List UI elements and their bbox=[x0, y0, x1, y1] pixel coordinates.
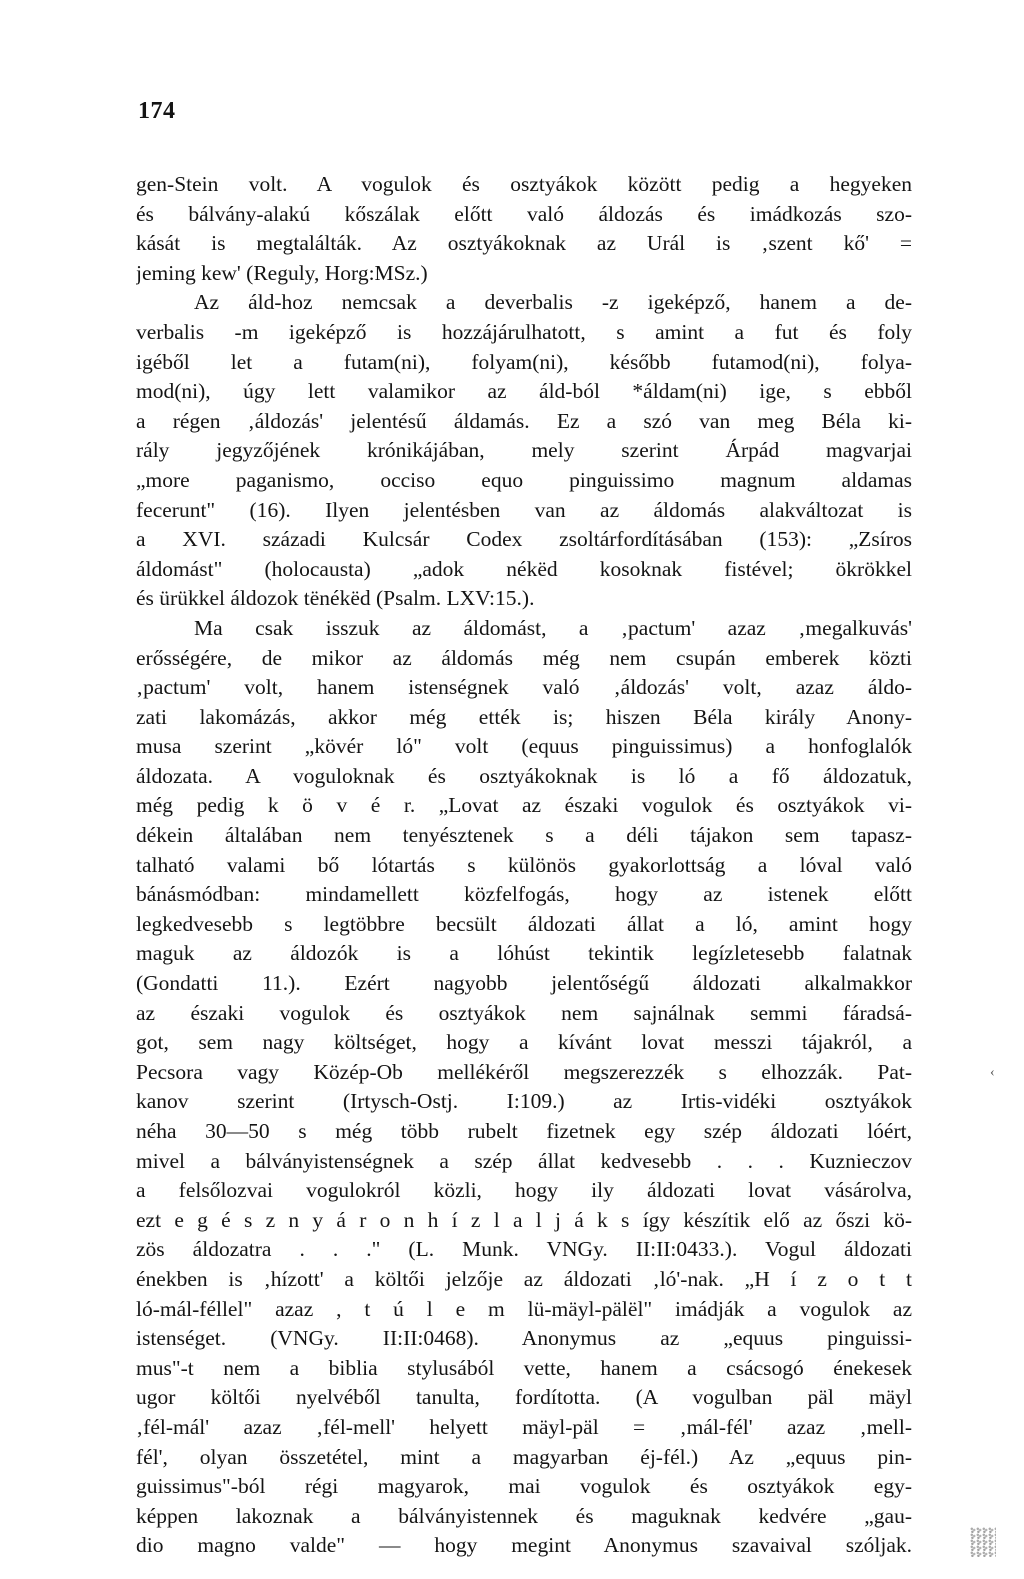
text-line: istenséget. (VNGy. II:II:0468). Anonymus az „equus pinguissi- bbox=[136, 1326, 912, 1351]
text-line: a felsőlozvai vogulokról közli, hogy ily áldozati lovat vásárolva, bbox=[136, 1178, 912, 1203]
text-line: gen-Stein volt. A vogulok és osztyákok között pedig a hegyeken bbox=[136, 172, 912, 196]
text-line: maguk az áldozók is a lóhúst tekintik legízletesebb falatnak bbox=[136, 941, 912, 966]
text-line: énekben is ‚hízott' a költői jelzője az áldozati ‚ló'-nak. „H í z o t t bbox=[136, 1266, 912, 1291]
text-line: képpen lakoznak a bálványistennek és maguknak kedvére „gau- bbox=[136, 1503, 912, 1528]
text-line: igéből let a futam(ni), folyam(ni), később futamod(ni), folya- bbox=[136, 349, 912, 374]
scan-noise bbox=[970, 1527, 996, 1557]
text-line: és bálvány-alakú kőszálak előtt való áldozás és imádkozás szo- bbox=[136, 201, 912, 226]
text-line: fecerunt" (16). Ilyen jelentésben van az áldomás alakváltozat is bbox=[136, 497, 912, 522]
text-line: az északi vogulok és osztyákok nem sajnálnak semmi fáradsá- bbox=[136, 1000, 912, 1025]
text-line: mod(ni), úgy lett valamikor az áld-ból *áldam(ni) ige, s ebből bbox=[136, 379, 912, 404]
text-line: néha 30—50 s még több rubelt fizetnek egy szép áldozati lóért, bbox=[136, 1119, 912, 1143]
text-line: ‚pactum' volt, hanem istenségnek való ‚áldozás' volt, azaz áldo- bbox=[136, 675, 912, 700]
text-line: jeming kew' (Reguly, Horg:MSz.) bbox=[136, 260, 428, 285]
text-line: még pedig k ö v é r. „Lovat az északi vogulok és osztyákok vi- bbox=[136, 793, 912, 818]
text-line: ugor költői nyelvéből tanulta, fordította. (A vogulban päl mäyl bbox=[136, 1385, 912, 1410]
text-line: legkedvesebb s legtöbbre becsült áldozati állat a ló, amint hogy bbox=[136, 911, 912, 936]
text-line: ‚fél-mál' azaz ‚fél-mell' helyett mäyl-päl = ‚mál-fél' azaz ‚mell- bbox=[136, 1414, 912, 1439]
text-line: bánásmódban: mindamellett közfelfogás, hogy az istenek előtt bbox=[136, 882, 912, 907]
body-text bbox=[136, 170, 912, 1561]
text-line: talható valami bő lótartás s különös gyakorlottság a lóval való bbox=[136, 852, 912, 877]
text-line: Az áld-hoz nemcsak a deverbalis -z igeképző, hanem a de- bbox=[194, 290, 912, 315]
text-line: „more paganismo, occiso equo pinguissimo magnum aldamas bbox=[136, 467, 912, 492]
text-line: áldozata. A voguloknak és osztyákoknak is ló a fő áldozatuk, bbox=[136, 763, 912, 788]
text-line: rály jegyzőjének krónikájában, mely szerint Árpád magvarjai bbox=[136, 438, 912, 463]
text-line: verbalis -m igeképző is hozzájárulhatott, s amint a fut és foly bbox=[136, 319, 912, 344]
text-line: dékein általában nem tenyésztenek s a déli tájakon sem tapasz- bbox=[136, 823, 912, 848]
text-line: erősségére, de mikor az áldomás még nem csupán emberek közti bbox=[136, 645, 912, 670]
text-line: Ma csak isszuk az áldomást, a ‚pactum' azaz ‚megalkuvás' bbox=[194, 615, 912, 640]
page-number: 174 bbox=[138, 98, 176, 124]
text-line: és ürükkel áldozok tënékëd (Psalm. LXV:15.). bbox=[136, 586, 535, 611]
text-line: fél', olyan összetétel, mint a magyarban éj-fél.) Az „equus pin- bbox=[136, 1444, 912, 1469]
text-line: a XVI. századi Kulcsár Codex zsoltárfordításában (153): „Zsíros bbox=[136, 527, 912, 552]
text-line: guissimus"-ból régi magyarok, mai vogulok és osztyákok egy- bbox=[136, 1474, 912, 1499]
text-line: (Gondatti 11.). Ezért nagyobb jelentőségű áldozati alkalmakkor bbox=[136, 971, 912, 996]
text-line: zati lakomázás, akkor még ették is; hiszen Béla király Anony- bbox=[136, 704, 912, 729]
margin-mark: ‹ bbox=[990, 1065, 995, 1080]
text-line: kanov szerint (Irtysch-Ostj. I:109.) az Irtis-vidéki osztyákok bbox=[136, 1089, 912, 1114]
text-line: Pecsora vagy Közép-Ob mellékéről megszerezzék s elhozzák. Pat- bbox=[136, 1059, 912, 1084]
text-line: dio magno valde" — hogy megint Anonymus szavaival szóljak. bbox=[136, 1533, 912, 1558]
text-line: áldomást" (holocausta) „adok nékëd kosoknak fistével; ökrökkel bbox=[136, 556, 912, 581]
text-line: mivel a bálványistenségnek a szép állat kedvesebb . . . Kuznieczov bbox=[136, 1148, 912, 1173]
text-line: mus"-t nem a biblia stylusából vette, hanem a csácsogó énekesek bbox=[136, 1355, 912, 1380]
text-line: a régen ‚áldozás' jelentésű áldamás. Ez a szó van meg Béla ki- bbox=[136, 408, 912, 433]
text-line: musa szerint „kövér ló" volt (equus pinguissimus) a honfoglalók bbox=[136, 734, 912, 759]
text-line: zös áldozatra . . ." (L. Munk. VNGy. II:II:0433.). Vogul áldozati bbox=[136, 1237, 912, 1262]
text-line: ezt e g é s z n y á r o n h í z l a l j á k s így készítik elő az őszi kö- bbox=[136, 1207, 912, 1232]
text-line: got, sem nagy költséget, hogy a kívánt lovat messzi tájakról, a bbox=[136, 1030, 912, 1055]
text-line: ló-mál-féllel" azaz , t ú l e m lü-mäyl-pälël" imádják a vogulok az bbox=[136, 1296, 912, 1321]
text-line: kását is megtalálták. Az osztyákoknak az Urál is ‚szent kő' = bbox=[136, 231, 912, 256]
